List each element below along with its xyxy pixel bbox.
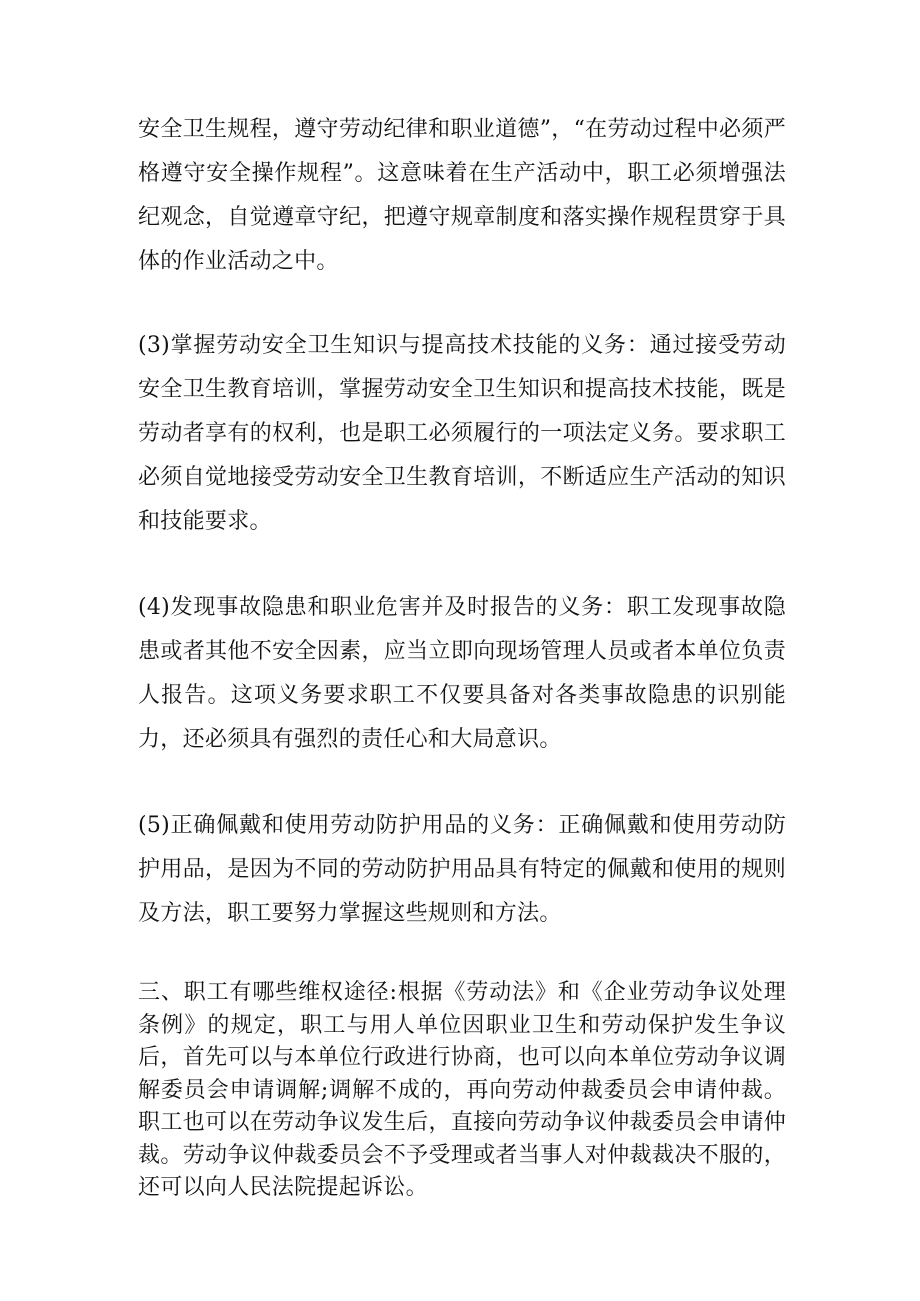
paragraph-rights-protection: 三、职工有哪些维权途径:根据《劳动法》和《企业劳动争议处理条例》的规定，职工与用人单位因职业卫生和劳动保护发生争议后，首先可以与本单位行政进行协商，也可以向本单位劳动争议调解委员会申请调解;调解不成的，再向劳动仲裁委员会申请仲裁。职工也可以在劳动争议发生后，直接向劳动争议仲裁委员会申请仲裁。劳动争议仲裁委员会不予受理或者当事人对仲裁裁决不服的，还可以向人民法院提起诉讼。 bbox=[138, 980, 786, 1200]
paragraph-obligation-5: (5)正确佩戴和使用劳动防护用品的义务：正确佩戴和使用劳动防护用品，是因为不同的劳动防护用品具有特定的佩戴和使用的规则及方法，职工要努力掌握这些规则和方法。 bbox=[138, 813, 786, 926]
paragraph-obligation-3: (3)掌握劳动安全卫生知识与提高技术技能的义务：通过接受劳动安全卫生教育培训，掌握劳动安全卫生知识和提高技术技能，既是劳动者享有的权利，也是职工必须履行的一项法定义务。要求职工必须自觉地接受劳动安全卫生教育培训，不断适应生产活动的知识和技能要求。 bbox=[138, 333, 786, 534]
paragraph-safety-rules: 安全卫生规程，遵守劳动纪律和职业道德”，“在劳动过程中必须严格遵守安全操作规程”。这意味着在生产活动中，职工必须增强法纪观念，自觉遵章守纪，把遵守规章制度和落实操作规程贯穿于具体的作业活动之中。 bbox=[138, 117, 786, 274]
paragraph-obligation-4: (4)发现事故隐患和职业危害并及时报告的义务：职工发现事故隐患或者其他不安全因素，应当立即向现场管理人员或者本单位负责人报告。这项义务要求职工不仅要具备对各类事故隐患的识别能力，还必须具有强烈的责任心和大局意识。 bbox=[138, 595, 786, 752]
